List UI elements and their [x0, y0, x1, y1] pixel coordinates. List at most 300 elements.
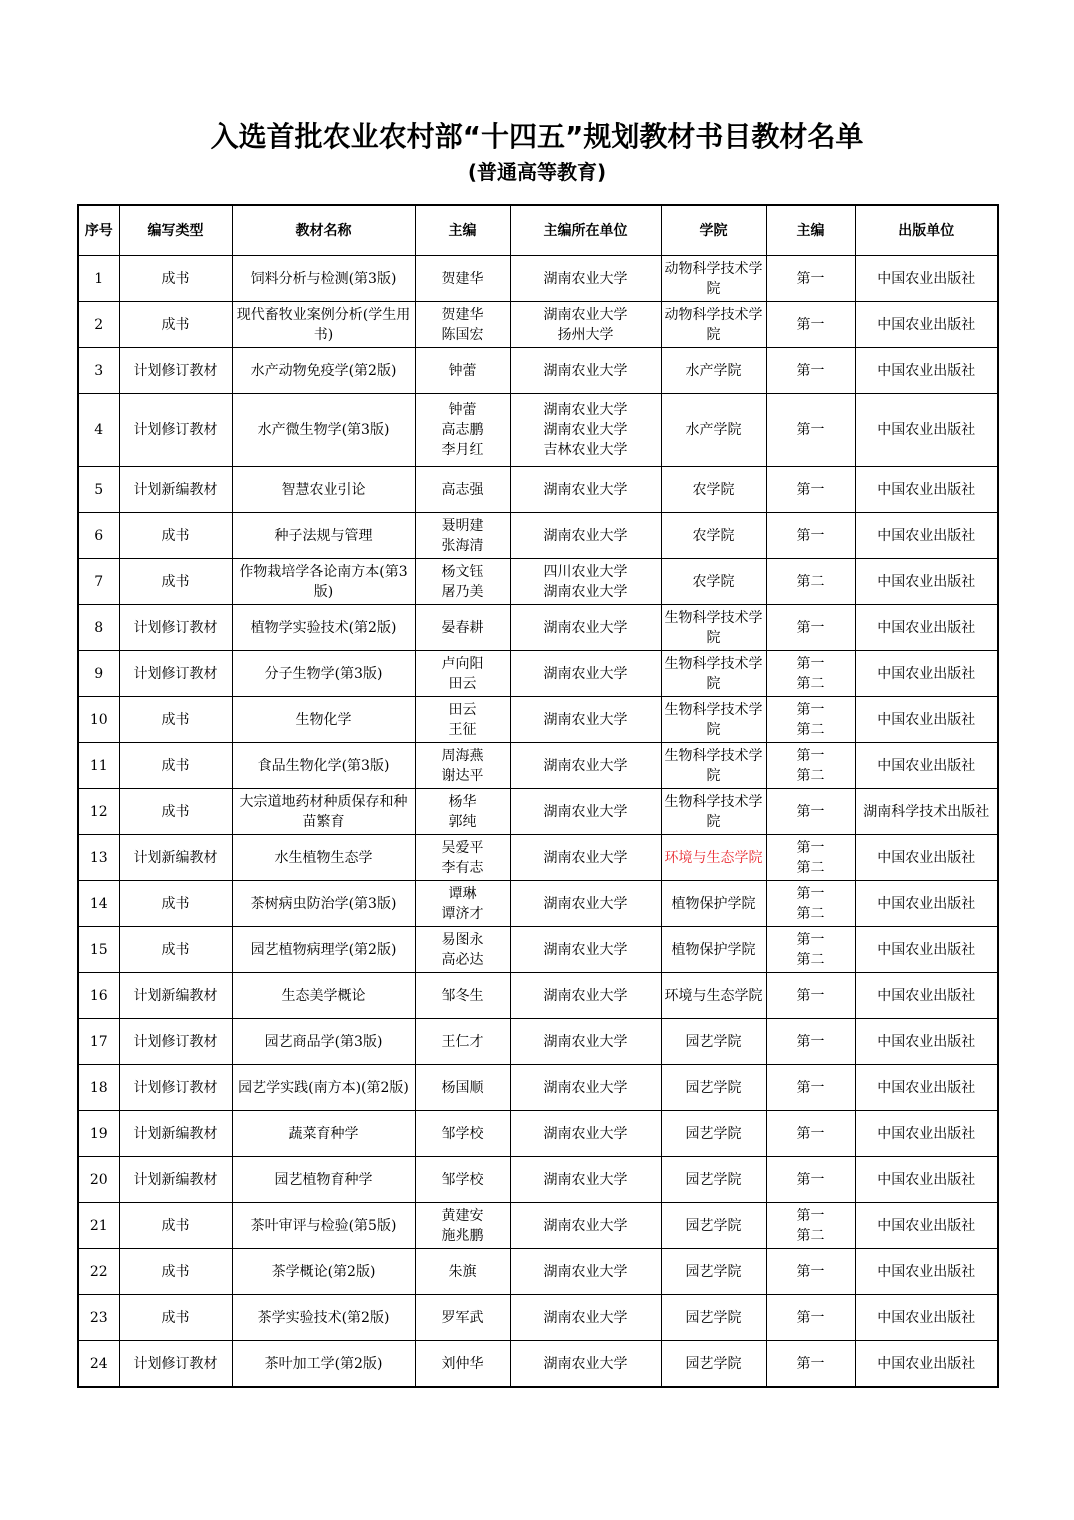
cell-rank — [766, 973, 855, 1019]
cell-unit-line: 湖南农业大学 — [543, 757, 628, 774]
cell-college: 生物科学技术学院 — [661, 651, 766, 697]
cell-college: 生物科学技术学院 — [661, 743, 766, 789]
cell-college: 生物科学技术学院 — [661, 697, 766, 743]
cell-unit — [510, 1295, 661, 1341]
cell-publisher: 中国农业出版社 — [855, 559, 998, 605]
cell-publisher: 中国农业出版社 — [855, 1295, 998, 1341]
cell-editor — [415, 881, 510, 927]
cell-rank-line: 第一 — [796, 362, 825, 379]
header-no: 序号 — [78, 205, 119, 256]
cell-rank-line: 第一 — [796, 1207, 825, 1224]
cell-editor-line: 杨国顺 — [441, 1079, 484, 1096]
cell-unit-line: 扬州大学 — [557, 326, 614, 343]
cell-rank-line: 第一 — [796, 701, 825, 718]
cell-rank-line: 第一 — [796, 839, 825, 856]
cell-type: 计划修订教材 — [119, 605, 232, 651]
cell-unit-line: 湖南农业大学 — [543, 849, 628, 866]
table-row — [78, 697, 998, 743]
cell-editor-line: 罗军武 — [441, 1309, 484, 1326]
cell-name: 茶学概论(第2版) — [232, 1249, 415, 1295]
cell-publisher: 中国农业出版社 — [855, 1341, 998, 1388]
cell-no: 22 — [78, 1249, 119, 1295]
cell-rank — [766, 881, 855, 927]
cell-editor — [415, 1065, 510, 1111]
table-body — [78, 256, 998, 1388]
cell-rank-line: 第一 — [796, 527, 825, 544]
cell-college: 农学院 — [661, 467, 766, 513]
cell-college: 园艺学院 — [661, 1249, 766, 1295]
header-name: 教材名称 — [232, 205, 415, 256]
cell-unit-line: 四川农业大学 — [543, 563, 628, 580]
cell-rank-line: 第一 — [796, 1263, 825, 1280]
cell-unit-line: 湖南农业大学 — [543, 1171, 628, 1188]
cell-no: 23 — [78, 1295, 119, 1341]
cell-name: 茶叶审评与检验(第5版) — [232, 1203, 415, 1249]
cell-rank — [766, 1341, 855, 1388]
cell-publisher: 中国农业出版社 — [855, 927, 998, 973]
cell-editor-line: 谢达平 — [441, 767, 484, 784]
cell-unit — [510, 1065, 661, 1111]
cell-unit — [510, 1111, 661, 1157]
cell-unit-line: 湖南农业大学 — [543, 527, 628, 544]
cell-unit — [510, 394, 661, 467]
cell-publisher: 中国农业出版社 — [855, 1065, 998, 1111]
cell-unit — [510, 697, 661, 743]
cell-editor — [415, 348, 510, 394]
table-row — [78, 835, 998, 881]
table-row — [78, 605, 998, 651]
cell-name: 园艺学实践(南方本)(第2版) — [232, 1065, 415, 1111]
cell-rank — [766, 348, 855, 394]
cell-editor-line: 张海清 — [441, 537, 484, 554]
cell-rank-line: 第一 — [796, 481, 825, 498]
cell-college: 生物科学技术学院 — [661, 605, 766, 651]
cell-editor-line: 黄建安 — [441, 1207, 484, 1224]
cell-editor — [415, 1203, 510, 1249]
cell-type: 计划新编教材 — [119, 1111, 232, 1157]
header-editor: 主编 — [415, 205, 510, 256]
cell-editor-line: 聂明建 — [441, 517, 484, 534]
cell-unit — [510, 1157, 661, 1203]
cell-editor — [415, 835, 510, 881]
cell-editor-line: 卢向阳 — [441, 655, 484, 672]
cell-unit — [510, 973, 661, 1019]
cell-college: 园艺学院 — [661, 1065, 766, 1111]
cell-rank-line: 第一 — [796, 885, 825, 902]
cell-publisher: 湖南科学技术出版社 — [855, 789, 998, 835]
cell-publisher: 中国农业出版社 — [855, 1249, 998, 1295]
cell-no: 8 — [78, 605, 119, 651]
cell-unit-line: 湖南农业大学 — [543, 270, 628, 287]
cell-college: 农学院 — [661, 513, 766, 559]
table-row — [78, 973, 998, 1019]
cell-publisher: 中国农业出版社 — [855, 348, 998, 394]
cell-type: 成书 — [119, 1249, 232, 1295]
cell-name: 园艺植物病理学(第2版) — [232, 927, 415, 973]
cell-unit — [510, 348, 661, 394]
cell-editor-line: 高志强 — [441, 481, 484, 498]
cell-editor — [415, 743, 510, 789]
cell-no: 13 — [78, 835, 119, 881]
cell-college: 植物保护学院 — [661, 927, 766, 973]
cell-rank — [766, 1157, 855, 1203]
cell-no: 2 — [78, 302, 119, 348]
cell-unit-line: 湖南农业大学 — [543, 1309, 628, 1326]
cell-rank-line: 第一 — [796, 1125, 825, 1142]
cell-name: 生态美学概论 — [232, 973, 415, 1019]
cell-no: 3 — [78, 348, 119, 394]
cell-unit-line: 湖南农业大学 — [543, 422, 628, 438]
cell-type: 成书 — [119, 697, 232, 743]
cell-rank-line: 第一 — [796, 803, 825, 820]
cell-editor-line: 王征 — [448, 721, 477, 738]
cell-type: 成书 — [119, 302, 232, 348]
cell-no: 17 — [78, 1019, 119, 1065]
cell-publisher: 中国农业出版社 — [855, 651, 998, 697]
cell-rank-line: 第一 — [796, 1309, 825, 1326]
cell-type: 计划新编教材 — [119, 973, 232, 1019]
cell-rank — [766, 394, 855, 467]
cell-unit-line: 湖南农业大学 — [543, 1033, 628, 1050]
cell-rank-line: 第一 — [796, 1355, 825, 1372]
cell-publisher: 中国农业出版社 — [855, 1019, 998, 1065]
cell-type: 计划修订教材 — [119, 394, 232, 467]
cell-unit — [510, 881, 661, 927]
table-row — [78, 302, 998, 348]
table-header-row — [78, 205, 998, 256]
cell-rank-line: 第二 — [796, 721, 825, 738]
table-row — [78, 1203, 998, 1249]
cell-name: 园艺植物育种学 — [232, 1157, 415, 1203]
cell-unit-line: 湖南农业大学 — [543, 1125, 628, 1142]
cell-unit — [510, 1019, 661, 1065]
cell-rank-line: 第一 — [796, 1079, 825, 1096]
cell-no: 9 — [78, 651, 119, 697]
cell-name: 现代畜牧业案例分析(学生用书) — [232, 302, 415, 348]
header-college: 学院 — [661, 205, 766, 256]
cell-unit — [510, 789, 661, 835]
cell-college: 园艺学院 — [661, 1111, 766, 1157]
cell-no: 6 — [78, 513, 119, 559]
cell-editor-line: 贺建华 — [441, 270, 484, 287]
cell-unit-line: 吉林农业大学 — [543, 442, 628, 458]
table-row — [78, 394, 998, 467]
table-row — [78, 467, 998, 513]
cell-name: 水生植物生态学 — [232, 835, 415, 881]
cell-editor — [415, 467, 510, 513]
cell-type: 计划修订教材 — [119, 651, 232, 697]
cell-editor — [415, 697, 510, 743]
cell-editor-line: 钟蕾 — [448, 362, 477, 379]
cell-editor — [415, 302, 510, 348]
cell-rank — [766, 559, 855, 605]
cell-editor-line: 田云 — [448, 675, 477, 692]
table-row — [78, 743, 998, 789]
cell-type: 计划修订教材 — [119, 1065, 232, 1111]
cell-name: 食品生物化学(第3版) — [232, 743, 415, 789]
cell-editor-line: 郭纯 — [448, 813, 477, 830]
cell-no: 14 — [78, 881, 119, 927]
header-rank: 主编 — [766, 205, 855, 256]
cell-editor-line: 高必达 — [441, 951, 484, 968]
cell-editor-line: 邹学校 — [441, 1125, 484, 1142]
table-row — [78, 348, 998, 394]
cell-college: 园艺学院 — [661, 1341, 766, 1388]
cell-name: 智慧农业引论 — [232, 467, 415, 513]
table-row — [78, 513, 998, 559]
cell-unit-line: 湖南农业大学 — [543, 306, 628, 323]
cell-unit-line: 湖南农业大学 — [543, 1355, 628, 1372]
cell-publisher: 中国农业出版社 — [855, 743, 998, 789]
cell-rank-line: 第二 — [796, 675, 825, 692]
cell-unit-line: 湖南农业大学 — [543, 1217, 628, 1234]
cell-rank — [766, 1019, 855, 1065]
cell-college: 环境与生态学院 — [661, 973, 766, 1019]
cell-type: 成书 — [119, 513, 232, 559]
cell-editor-line: 王仁才 — [441, 1033, 484, 1050]
cell-publisher: 中国农业出版社 — [855, 835, 998, 881]
cell-editor-line: 刘仲华 — [441, 1355, 484, 1372]
cell-rank-line: 第一 — [796, 1171, 825, 1188]
cell-publisher: 中国农业出版社 — [855, 1157, 998, 1203]
cell-no: 7 — [78, 559, 119, 605]
cell-rank — [766, 651, 855, 697]
cell-unit-line: 湖南农业大学 — [543, 481, 628, 498]
cell-publisher: 中国农业出版社 — [855, 256, 998, 302]
cell-publisher: 中国农业出版社 — [855, 513, 998, 559]
cell-unit — [510, 302, 661, 348]
cell-rank — [766, 1249, 855, 1295]
cell-rank-line: 第一 — [796, 987, 825, 1004]
cell-type: 成书 — [119, 743, 232, 789]
cell-unit-line: 湖南农业大学 — [543, 362, 628, 379]
cell-college: 环境与生态学院 — [661, 835, 766, 881]
cell-editor-line: 邹冬生 — [441, 987, 484, 1004]
cell-publisher: 中国农业出版社 — [855, 394, 998, 467]
header-unit: 主编所在单位 — [510, 205, 661, 256]
page-subtitle: (普通高等教育) — [467, 160, 607, 184]
cell-editor — [415, 256, 510, 302]
cell-rank — [766, 256, 855, 302]
cell-rank — [766, 927, 855, 973]
cell-editor — [415, 1019, 510, 1065]
cell-college: 水产学院 — [661, 394, 766, 467]
cell-unit — [510, 1249, 661, 1295]
cell-type: 计划新编教材 — [119, 467, 232, 513]
cell-name: 茶叶加工学(第2版) — [232, 1341, 415, 1388]
cell-name: 蔬菜育种学 — [232, 1111, 415, 1157]
cell-unit-line: 湖南农业大学 — [543, 895, 628, 912]
cell-unit — [510, 651, 661, 697]
cell-no: 10 — [78, 697, 119, 743]
cell-rank — [766, 1295, 855, 1341]
cell-unit — [510, 605, 661, 651]
cell-no: 15 — [78, 927, 119, 973]
cell-no: 12 — [78, 789, 119, 835]
cell-type: 成书 — [119, 1203, 232, 1249]
cell-name: 茶学实验技术(第2版) — [232, 1295, 415, 1341]
cell-name: 分子生物学(第3版) — [232, 651, 415, 697]
cell-editor — [415, 927, 510, 973]
cell-editor — [415, 1249, 510, 1295]
cell-college: 园艺学院 — [661, 1203, 766, 1249]
cell-rank-line: 第二 — [796, 767, 825, 784]
header-publisher: 出版单位 — [855, 205, 998, 256]
cell-rank — [766, 1111, 855, 1157]
cell-name: 水产动物免疫学(第2版) — [232, 348, 415, 394]
cell-unit — [510, 256, 661, 302]
table-row — [78, 1295, 998, 1341]
table-row — [78, 1341, 998, 1388]
cell-college: 动物科学技术学院 — [661, 302, 766, 348]
table-row — [78, 559, 998, 605]
cell-editor-line: 谭琳 — [448, 885, 477, 902]
cell-editor-line: 邹学校 — [441, 1171, 484, 1188]
cell-college: 生物科学技术学院 — [661, 789, 766, 835]
cell-editor-line: 贺建华 — [441, 306, 484, 323]
header-type: 编写类型 — [119, 205, 232, 256]
cell-unit — [510, 467, 661, 513]
cell-no: 11 — [78, 743, 119, 789]
cell-rank-line: 第一 — [796, 619, 825, 636]
cell-unit-line: 湖南农业大学 — [543, 1079, 628, 1096]
cell-publisher: 中国农业出版社 — [855, 1203, 998, 1249]
cell-no: 20 — [78, 1157, 119, 1203]
cell-unit — [510, 559, 661, 605]
cell-unit-line: 湖南农业大学 — [543, 402, 628, 418]
cell-editor-line: 田云 — [448, 701, 477, 718]
table-row — [78, 1249, 998, 1295]
cell-no: 21 — [78, 1203, 119, 1249]
cell-no: 18 — [78, 1065, 119, 1111]
cell-publisher: 中国农业出版社 — [855, 605, 998, 651]
cell-name: 植物学实验技术(第2版) — [232, 605, 415, 651]
cell-type: 计划修订教材 — [119, 348, 232, 394]
cell-rank — [766, 467, 855, 513]
cell-editor-line: 朱旗 — [448, 1263, 477, 1280]
cell-no: 4 — [78, 394, 119, 467]
cell-unit-line: 湖南农业大学 — [543, 987, 628, 1004]
cell-rank-line: 第一 — [796, 1033, 825, 1050]
cell-name: 饲料分析与检测(第3版) — [232, 256, 415, 302]
cell-rank — [766, 835, 855, 881]
cell-unit-line: 湖南农业大学 — [543, 583, 628, 600]
cell-editor-line: 杨华 — [448, 793, 477, 810]
cell-unit — [510, 513, 661, 559]
cell-rank-line: 第一 — [796, 316, 825, 333]
cell-rank-line: 第一 — [796, 422, 825, 438]
cell-unit-line: 湖南农业大学 — [543, 619, 628, 636]
cell-no: 1 — [78, 256, 119, 302]
cell-name: 茶树病虫防治学(第3版) — [232, 881, 415, 927]
cell-editor-line: 陈国宏 — [441, 326, 484, 343]
cell-editor-line: 杨文钰 — [441, 563, 484, 580]
table-row — [78, 1157, 998, 1203]
table-row — [78, 927, 998, 973]
cell-unit — [510, 1203, 661, 1249]
cell-college: 植物保护学院 — [661, 881, 766, 927]
cell-name: 作物栽培学各论南方本(第3版) — [232, 559, 415, 605]
cell-no: 5 — [78, 467, 119, 513]
cell-name: 大宗道地药材种质保存和种苗繁育 — [232, 789, 415, 835]
table-row — [78, 1111, 998, 1157]
cell-name: 种子法规与管理 — [232, 513, 415, 559]
cell-rank-line: 第一 — [796, 931, 825, 948]
table-row — [78, 256, 998, 302]
cell-rank — [766, 513, 855, 559]
cell-editor — [415, 394, 510, 467]
cell-type: 计划新编教材 — [119, 1157, 232, 1203]
table-row — [78, 881, 998, 927]
cell-rank — [766, 1203, 855, 1249]
cell-type: 计划修订教材 — [119, 1019, 232, 1065]
cell-rank-line: 第二 — [796, 905, 825, 922]
cell-college: 园艺学院 — [661, 1157, 766, 1203]
cell-college: 水产学院 — [661, 348, 766, 394]
cell-rank — [766, 697, 855, 743]
cell-type: 成书 — [119, 559, 232, 605]
table-row — [78, 1019, 998, 1065]
cell-rank — [766, 1065, 855, 1111]
cell-type: 成书 — [119, 1295, 232, 1341]
cell-type: 成书 — [119, 927, 232, 973]
cell-editor — [415, 1111, 510, 1157]
cell-type: 成书 — [119, 789, 232, 835]
cell-unit — [510, 1341, 661, 1388]
cell-editor — [415, 973, 510, 1019]
cell-editor — [415, 559, 510, 605]
cell-unit — [510, 927, 661, 973]
cell-type: 计划修订教材 — [119, 1341, 232, 1388]
cell-publisher: 中国农业出版社 — [855, 467, 998, 513]
cell-rank-line: 第二 — [796, 951, 825, 968]
cell-no: 16 — [78, 973, 119, 1019]
cell-type: 成书 — [119, 256, 232, 302]
cell-editor-line: 李有志 — [441, 859, 484, 876]
cell-publisher: 中国农业出版社 — [855, 973, 998, 1019]
cell-editor-line: 施兆鹏 — [441, 1227, 484, 1244]
cell-editor-line: 吴爱平 — [441, 839, 484, 856]
cell-college: 园艺学院 — [661, 1295, 766, 1341]
textbook-table — [77, 204, 999, 1388]
cell-rank — [766, 743, 855, 789]
table-row — [78, 1065, 998, 1111]
page-title: 入选首批农业农村部“十四五”规划教材书目教材名单 — [210, 120, 864, 153]
cell-editor-line: 李月红 — [441, 442, 484, 458]
cell-editor — [415, 651, 510, 697]
cell-editor-line: 钟蕾 — [448, 402, 477, 418]
cell-editor — [415, 605, 510, 651]
cell-rank-line: 第一 — [796, 270, 825, 287]
cell-unit-line: 湖南农业大学 — [543, 941, 628, 958]
cell-editor-line: 晏春耕 — [441, 619, 484, 636]
cell-college: 动物科学技术学院 — [661, 256, 766, 302]
cell-name: 园艺商品学(第3版) — [232, 1019, 415, 1065]
cell-rank-line: 第一 — [796, 747, 825, 764]
cell-rank — [766, 605, 855, 651]
cell-publisher: 中国农业出版社 — [855, 1111, 998, 1157]
cell-unit — [510, 743, 661, 789]
cell-college: 园艺学院 — [661, 1019, 766, 1065]
cell-unit-line: 湖南农业大学 — [543, 1263, 628, 1280]
cell-publisher: 中国农业出版社 — [855, 881, 998, 927]
cell-unit-line: 湖南农业大学 — [543, 665, 628, 682]
cell-editor-line: 高志鹏 — [441, 422, 484, 438]
cell-publisher: 中国农业出版社 — [855, 302, 998, 348]
table-row — [78, 651, 998, 697]
cell-editor — [415, 789, 510, 835]
cell-no: 24 — [78, 1341, 119, 1388]
